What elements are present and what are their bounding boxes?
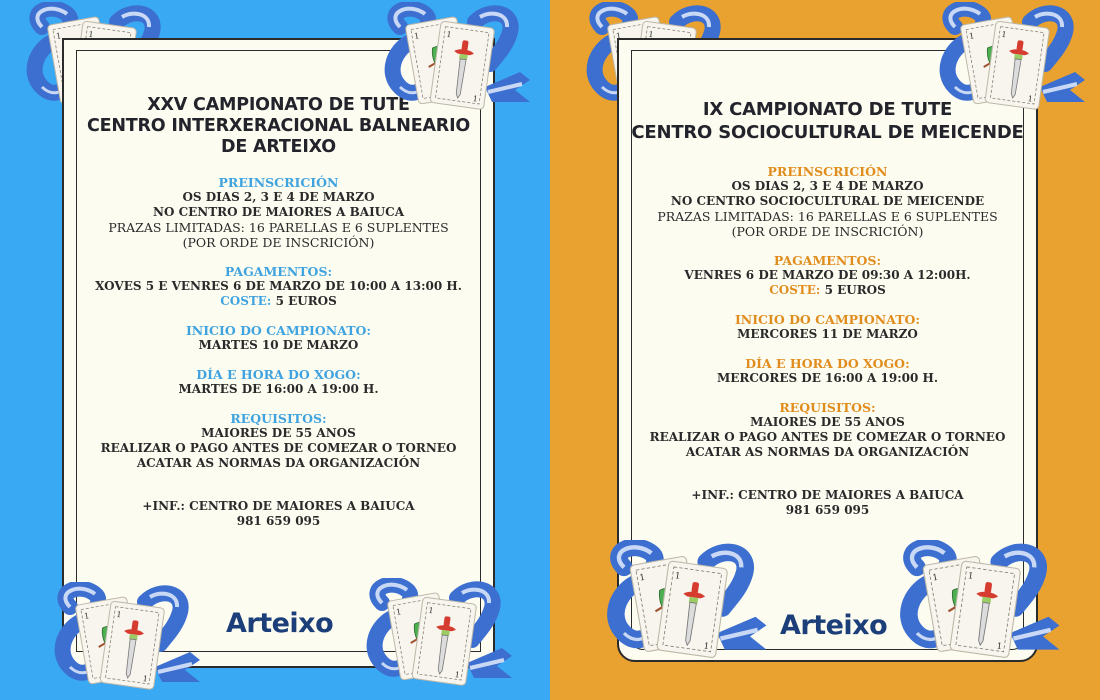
coste-value: 5 EUROS (824, 283, 886, 297)
arteixo-logo: Arteixo (780, 610, 888, 641)
section-label: INICIO DO CAMPIONATO: (734, 312, 921, 327)
coste-value: 5 EUROS (275, 294, 337, 308)
section-line: OS DIAS 2, 3 E 4 DE MARZO (731, 179, 924, 193)
title-line: DE ARTEIXO (221, 137, 336, 157)
poster-content (619, 98, 1036, 518)
section-inicio (64, 323, 493, 353)
title-line: CENTRO INTERXERACIONAL BALNEARIO (86, 116, 471, 136)
section-requisitos (64, 411, 493, 471)
coste-line (619, 283, 1036, 298)
playing-cards-ribbon-icon (50, 582, 205, 697)
poster-sheet (62, 38, 495, 668)
section-line: (POR ORDE DE INSCRICIÓN) (731, 224, 924, 239)
poster-meicende (550, 0, 1100, 700)
section-line: REALIZAR O PAGO ANTES DE COMEZAR O TORNEO (100, 441, 457, 455)
section-label: PREINSCRICIÓN (767, 164, 888, 179)
section-line: ACATAR AS NORMAS DA ORGANIZACIÓN (685, 445, 970, 459)
section-label: INICIO DO CAMPIONATO: (185, 323, 372, 338)
section-line: NO CENTRO DE MAIORES A BAIUCA (152, 205, 405, 219)
section-pagamentos (64, 264, 493, 309)
section-line: OS DIAS 2, 3 E 4 DE MARZO (182, 190, 375, 204)
section-preinscricion (64, 175, 493, 250)
section-requisitos (619, 400, 1036, 460)
section-line: MARTES DE 16:00 A 19:00 H. (178, 382, 379, 396)
section-line: XOVES 5 E VENRES 6 DE MARZO DE 10:00 A 13:00 H. (95, 279, 462, 293)
contact-line: +INF.: CENTRO DE MAIORES A BAIUCA (691, 488, 964, 502)
coste-line (64, 294, 493, 309)
section-dia-hora (619, 356, 1036, 386)
section-line: MERCORES 11 DE MARZO (737, 327, 918, 341)
section-label: DÍA E HORA DO XOGO: (745, 356, 910, 371)
playing-cards-ribbon-icon (935, 2, 1090, 117)
title-line: IX CAMPIONATO DE TUTE (702, 99, 953, 120)
section-line: MERCORES DE 16:00 A 19:00 H. (716, 371, 939, 385)
coste-label: COSTE: (220, 294, 272, 308)
section-label: DÍA E HORA DO XOGO: (196, 367, 361, 382)
section-label: PREINSCRICIÓN (218, 175, 339, 190)
section-line: MAIORES DE 55 ANOS (201, 426, 356, 440)
section-label: PAGAMENTOS: (224, 264, 333, 279)
arteixo-logo: Arteixo (226, 608, 334, 639)
section-line: PRAZAS LIMITADAS: 16 PARELLAS E 6 SUPLENTES (657, 209, 998, 224)
section-line: (POR ORDE DE INSCRICIÓN) (182, 235, 375, 250)
section-line: PRAZAS LIMITADAS: 16 PARELLAS E 6 SUPLENTES (108, 220, 449, 235)
section-preinscricion (619, 164, 1036, 239)
playing-cards-ribbon-icon (602, 540, 772, 666)
section-inicio (619, 312, 1036, 342)
section-pagamentos (619, 253, 1036, 298)
section-contact (64, 499, 493, 529)
section-label: REQUISITOS: (230, 411, 327, 426)
section-line: ACATAR AS NORMAS DA ORGANIZACIÓN (136, 456, 421, 470)
section-dia-hora (64, 367, 493, 397)
playing-cards-ribbon-icon (362, 578, 517, 693)
contact-line: +INF.: CENTRO DE MAIORES A BAIUCA (142, 499, 415, 513)
section-label: REQUISITOS: (779, 400, 876, 415)
contact-phone: 981 659 095 (785, 503, 870, 517)
section-line: NO CENTRO SOCIOCULTURAL DE MEICENDE (670, 194, 985, 208)
section-label: PAGAMENTOS: (773, 253, 882, 268)
contact-phone: 981 659 095 (236, 514, 321, 528)
title-line: XXV CAMPIONATO DE TUTE (147, 95, 410, 115)
section-line: MARTES 10 DE MARZO (198, 338, 359, 352)
playing-cards-ribbon-icon (895, 540, 1065, 666)
section-line: MAIORES DE 55 ANOS (750, 415, 905, 429)
section-line: REALIZAR O PAGO ANTES DE COMEZAR O TORNEO (649, 430, 1006, 444)
poster-content (64, 95, 493, 529)
section-contact (619, 488, 1036, 518)
coste-label: COSTE: (769, 283, 821, 297)
title-line: CENTRO SOCIOCULTURAL DE MEICENDE (631, 122, 1024, 143)
section-line: VENRES 6 DE MARZO DE 09:30 A 12:00H. (684, 268, 971, 282)
playing-cards-ribbon-icon (380, 2, 535, 117)
